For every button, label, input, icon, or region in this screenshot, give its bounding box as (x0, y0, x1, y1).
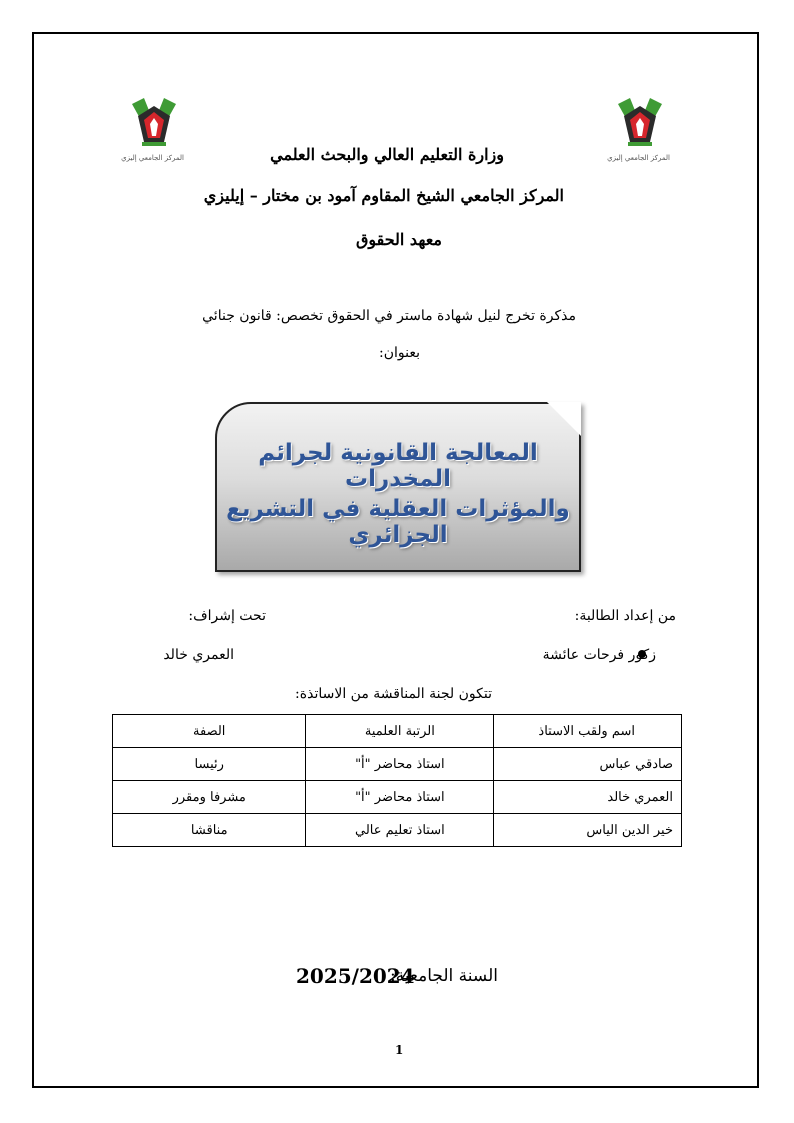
academic-year-label: السنة الجامعية: (389, 966, 498, 986)
university-logo-right (607, 96, 670, 162)
professor-name-cell: صادقي عباس (494, 748, 682, 781)
rank-cell: استاذ تعليم عالي (306, 814, 494, 847)
title-label: بعنوان: (379, 345, 420, 361)
thesis-title-line-1: المعالجة القانونية لجرائم المخدرات (258, 440, 538, 492)
table-row (113, 781, 682, 814)
logo-caption: المركز الجامعي إليزي (607, 154, 670, 162)
table-header-row (113, 715, 682, 748)
professor-name-cell: العمري خالد (494, 781, 682, 814)
memo-degree: مذكرة تخرج لنيل شهادة ماستر في الحقوق تخصص: قانون جنائي (202, 308, 576, 324)
university-emblem-icon (610, 96, 670, 152)
supervision-label: تحت إشراف: (188, 608, 266, 624)
rank-cell: استاذ محاضر "أ" (306, 781, 494, 814)
logo-caption: المركز الجامعي إليزي (121, 154, 184, 162)
committee-table (112, 714, 682, 847)
role-cell: مشرفا ومقرر (113, 781, 306, 814)
university-emblem-icon (124, 96, 184, 152)
role-cell: مناقشا (113, 814, 306, 847)
ministry-name: وزارة التعليم العالي والبحث العلمي (270, 145, 504, 164)
committee-intro: تتكون لجنة المناقشة من الاساتذة: (295, 686, 492, 702)
table-header-cell: اسم ولقب الاستاذ (494, 715, 682, 748)
professor-name-cell: خير الدين الياس (494, 814, 682, 847)
table-row (113, 814, 682, 847)
university-center-name: المركز الجامعي الشيخ المقاوم آمود بن مختار – إيليزي (203, 186, 564, 205)
thesis-title-line-2: والمؤثرات العقلية في التشريع الجزائري (226, 496, 570, 548)
table-header-cell: الرتبة العلمية (306, 715, 494, 748)
thesis-title-box (215, 402, 581, 572)
rank-cell: استاذ محاضر "أ" (306, 748, 494, 781)
page-number: 1 (395, 1043, 404, 1057)
student-name: زكور فرحات عائشة (542, 647, 656, 663)
institute-name: معهد الحقوق (355, 230, 442, 249)
role-cell: رئيسا (113, 748, 306, 781)
university-logo-left (121, 96, 184, 162)
table-header-cell: الصفة (113, 715, 306, 748)
supervisor-name: العمري خالد (163, 647, 234, 663)
academic-year-value: 2025/2024 (296, 964, 415, 988)
table-row (113, 748, 682, 781)
prepared-by-label: من إعداد الطالبة: (574, 608, 676, 624)
